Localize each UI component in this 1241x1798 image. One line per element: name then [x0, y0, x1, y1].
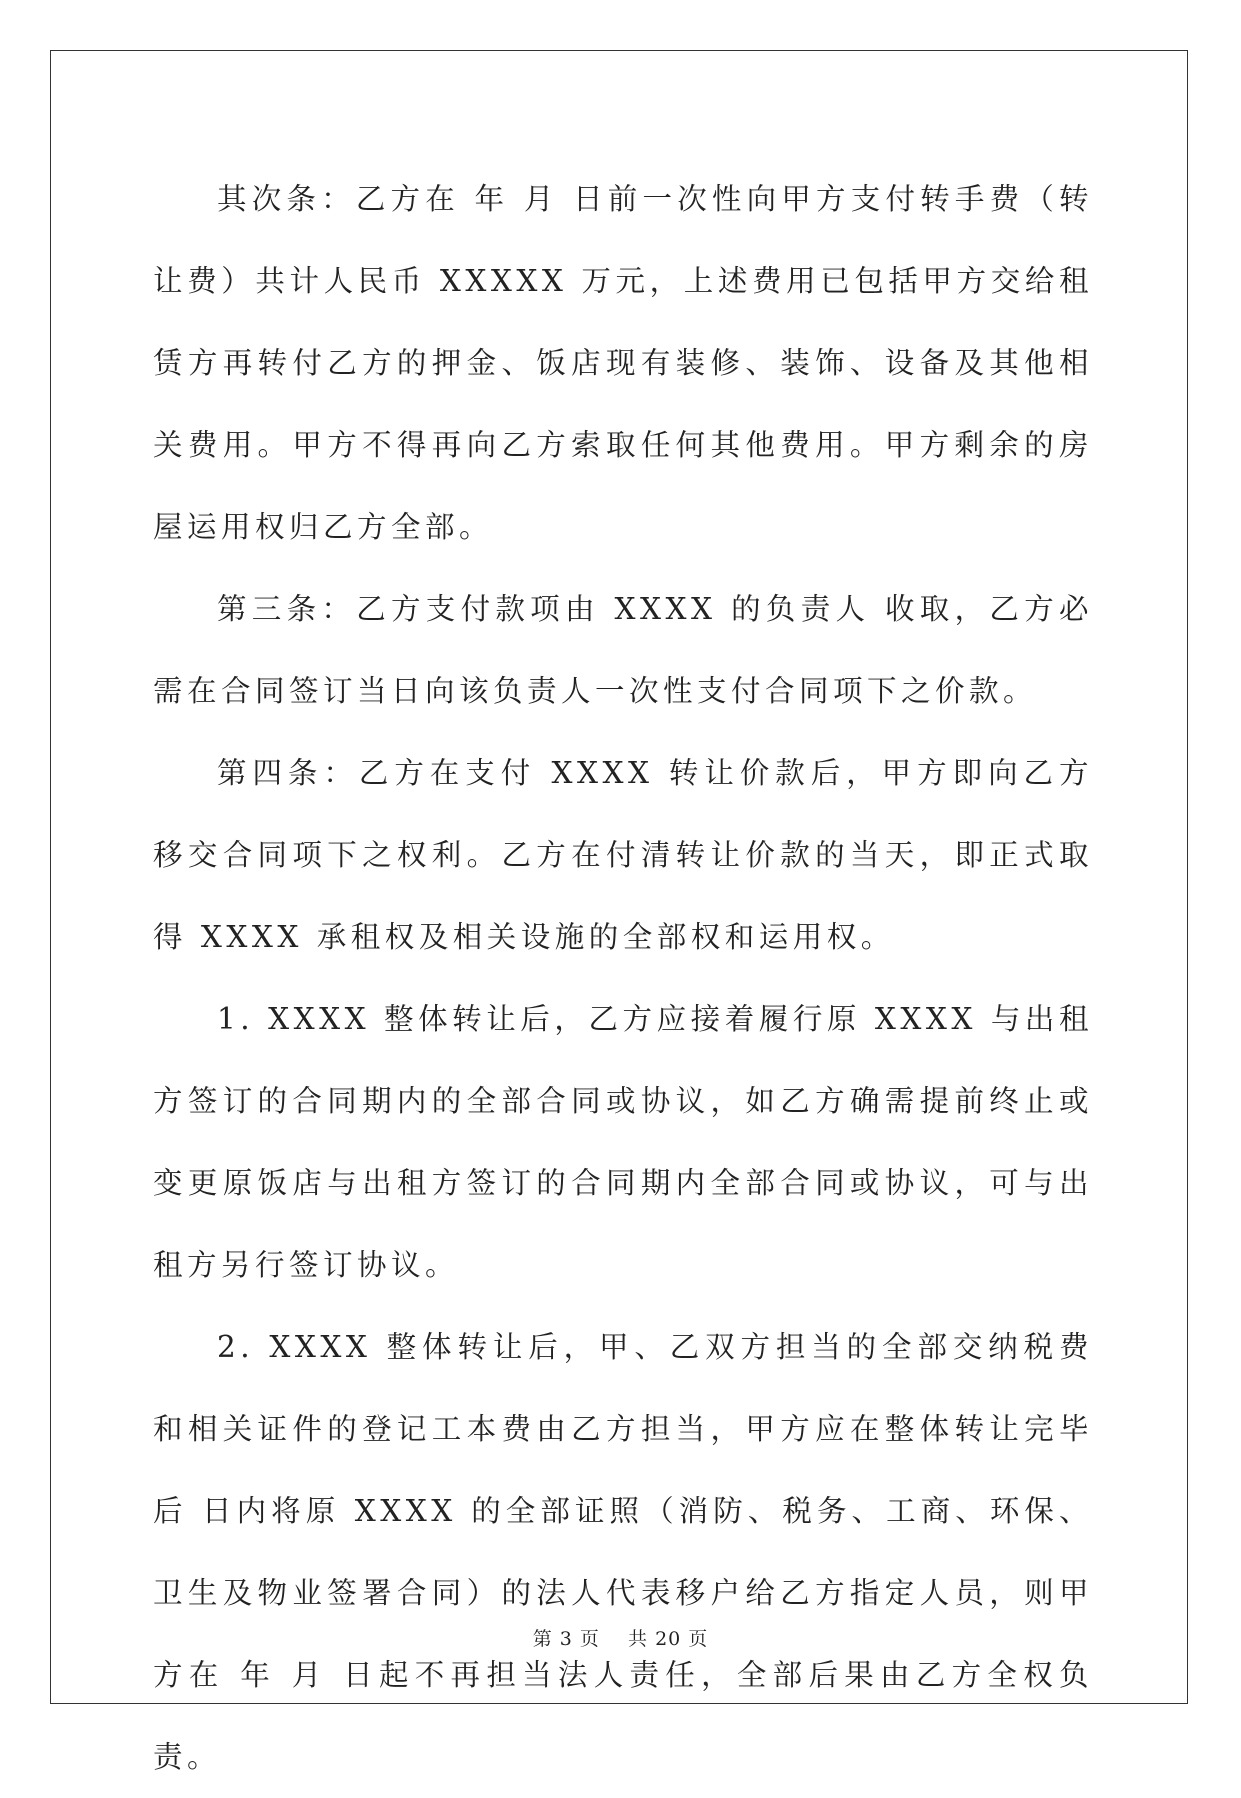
paragraph-article-3: 第三条：乙方支付款项由 XXXX 的负责人 收取，乙方必需在合同签订当日向该负责人一次性支付合同项下之价款。 [153, 592, 1093, 708]
paragraph-article-2: 其次条：乙方在 年 月 日前一次性向甲方支付转手费（转让费）共计人民币 XXXXX 万元，上述费用已包括甲方交给租赁方再转付乙方的押金、饭店现有装修、装饰、设备及其他相关费用。甲方不得再向乙方索取任何其他费用。甲方剩余的房屋运用权归乙方全部。 [153, 182, 1093, 544]
page-footer [0, 1624, 1241, 1651]
paragraph-item-1: 1. XXXX 整体转让后，乙方应接着履行原 XXXX 与出租方签订的合同期内的全部合同或协议，如乙方确需提前终止或变更原饭店与出租方签订的合同期内全部合同或协议，可与出租方另行签订协议。 [153, 1002, 1093, 1282]
paragraph-article-4: 第四条：乙方在支付 XXXX 转让价款后，甲方即向乙方移交合同项下之权利。乙方在付清转让价款的当天，即正式取得 XXXX 承租权及相关设施的全部权和运用权。 [153, 756, 1093, 954]
document-body [153, 158, 1093, 1798]
paragraph-item-2: 2. XXXX 整体转让后，甲、乙双方担当的全部交纳税费和相关证件的登记工本费由乙方担当，甲方应在整体转让完毕后 日内将原 XXXX 的全部证照（消防、税务、工商、环保、卫生及物业签署合同）的法人代表移户给乙方指定人员，则甲方在 年 月 日起不再担当法人责任，全部后果由乙方全权负责。 [153, 1330, 1093, 1774]
page-number: 第 3 页 [532, 1628, 600, 1650]
page-total: 共 20 页 [628, 1628, 709, 1650]
